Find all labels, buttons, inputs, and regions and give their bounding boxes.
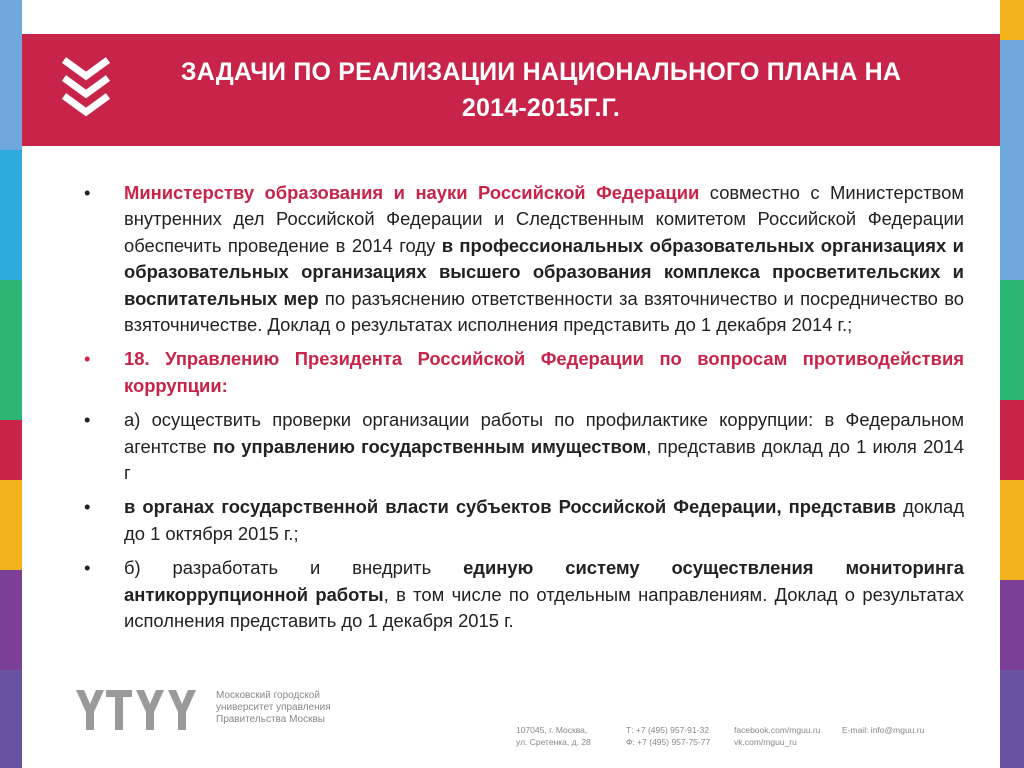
text-run: 18. Управлению Президента Российской Федерации по вопросам противодействия коррупции: [124,348,964,396]
title-line-2: 2014-2015Г.Г. [461,94,621,122]
bullet-marker: • [84,496,91,518]
triple-chevron-down-icon [60,54,112,120]
address-line: ул. Сретенка, д. 28 [516,737,591,747]
bullet-marker: • [84,182,91,203]
title-bar [22,34,1000,146]
footer-social [734,724,820,748]
list-item [84,180,964,338]
footer-email [842,724,924,736]
text-run: а) осуществить проверки организации работы по профилактике коррупции: в Федеральном агентстве [124,409,964,457]
bullet-marker: • [84,409,91,431]
list-item [84,494,964,547]
text-run: б) разработать и внедрить [124,557,464,579]
email-link[interactable]: E-mail: info@mguu.ru [842,725,925,735]
mguu-logo-icon [76,690,200,730]
text-run: в органах государственной власти субъектов Российской Федерации, представив [124,496,897,518]
text-run: в профессиональных образовательных организациях и образовательных организациях высшего образования комплекса просветительских и воспитательных мер [124,234,964,309]
text-run: совместно с Министерством внутренних дел Российской Федерации и Следственным комитетом Российской Федерации обеспечить проведение в 2014 году [124,182,964,256]
text-run: по разъяснению ответственности за взяточничество и посредничество во взяточничестве. Доклад о результатах исполнения представить до 1 декабря 2014 г.; [124,287,965,336]
bullet-list [84,180,964,643]
text-run: доклад до 1 октября 2015 г.; [124,496,964,544]
address-line: 107045, г. Москва, [516,725,588,735]
footer-address [516,724,591,748]
left-color-stripe [0,0,22,768]
list-item [84,555,964,634]
page-title [110,54,972,126]
bullet-marker: • [84,557,91,579]
text-run: , представив доклад до 1 июля 2014 г [124,435,964,484]
facebook-link[interactable]: facebook.com/mguu.ru [734,725,821,735]
text-run: Министерству образования и науки Российской Федерации [124,182,700,203]
text-run: по управлению государственным имуществом [212,435,647,457]
footer-phones [626,724,710,748]
phone-line: Т: +7 (495) 957-91-32 [626,725,709,735]
bullet-marker: • [84,348,91,370]
list-item [84,346,964,399]
vk-link[interactable]: vk.com/mguu_ru [734,737,797,747]
text-run: , в том числе по отдельным направлениям. Доклад о результатах исполнения представить до 1 декабря 2015 г. [124,583,964,632]
right-color-stripe [1000,0,1024,768]
university-name [216,690,346,726]
phone-line: Ф: +7 (495) 957-75-77 [626,737,711,747]
university-line: Правительства Москвы [216,714,325,725]
university-line: университет управления [216,702,331,713]
list-item [84,407,964,486]
university-line: Московский городской [216,690,320,701]
title-line-1: ЗАДАЧИ ПО РЕАЛИЗАЦИИ НАЦИОНАЛЬНОГО ПЛАНА НА [180,58,902,86]
slide-card [22,0,1000,768]
text-run: единую систему осуществления мониторинга антикоррупционной работы [124,557,964,605]
